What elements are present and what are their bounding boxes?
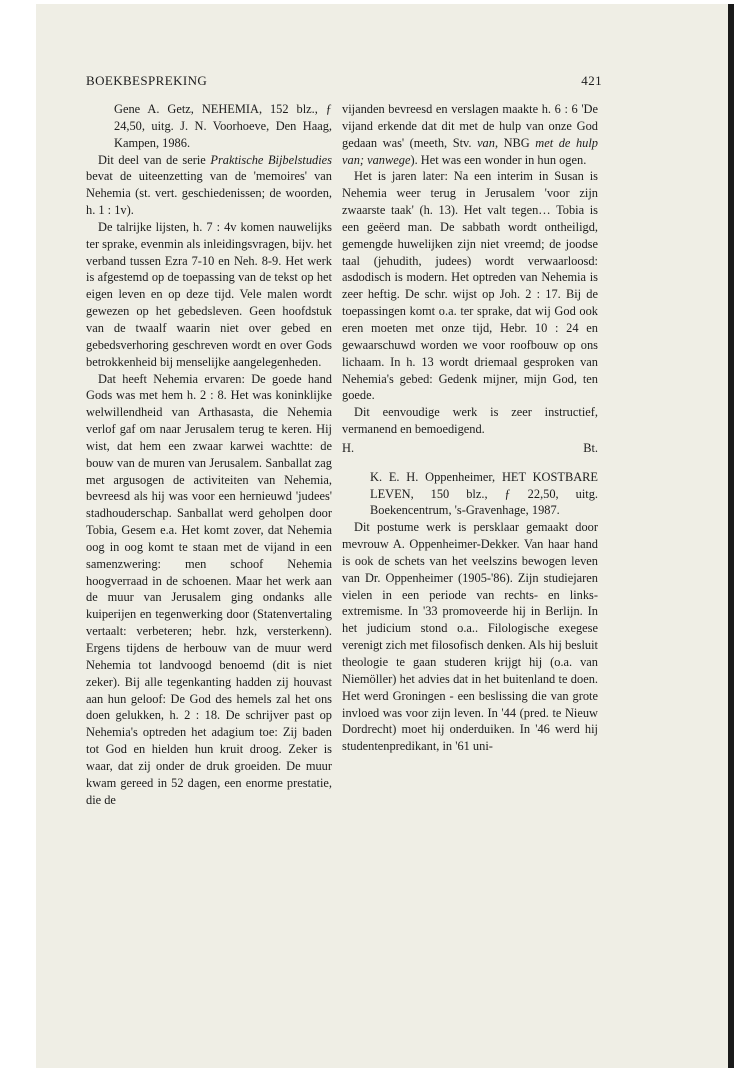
text-run: Dit deel van de serie	[98, 152, 211, 167]
bibliographic-entry-oppenheimer: K. E. H. Oppenheimer, HET KOSTBARE LEVEN, 150 blz., ƒ 22,50, uitg. Boekencentrum, 's-Gravenhage, 1987.	[370, 469, 598, 518]
paragraph	[86, 152, 332, 219]
text-run: ). Het was een wonder in hun ogen.	[410, 152, 587, 167]
right-column	[342, 101, 598, 755]
bibliographic-entry-getz: Gene A. Getz, NEHEMIA, 152 blz., ƒ 24,50, uitg. J. N. Voorhoeve, Den Haag, Kampen, 1986.	[114, 102, 332, 150]
paragraph-continued	[342, 101, 598, 168]
text-run: , NBG	[494, 135, 536, 150]
review-signature	[342, 440, 598, 457]
italic-term: van	[477, 135, 495, 150]
page-number: 421	[581, 73, 602, 88]
scan-edge	[728, 4, 734, 1068]
text-run: bevat de uiteenzetting van de 'memoires' van Nehemia (st. vert. geschiedenissen; de woorden, h. 1 : 1v).	[86, 169, 332, 218]
paragraph: Het is jaren later: Na een interim in Susan is Nehemia weer terug in Jerusalem 'voor zijn zwaarste taak' (h. 13). Het valt tegen… Tobia is een geëerd man. De sabbath wordt ontheiligd, gemengde huwelijken zijn niet vreemd; de joodse taal (jehudith, judees) wordt verwaarloosd: asdodisch is modern. Het optreden van Nehemia is zeer heftig. De schr. wijst op Joh. 2 : 17. Bij de toepassingen komt o.a. ter sprake, dat wij God ook eren moeten met onze tijd, Hebr. 10 : 24 en gewaarschuwd worden we voor roofbouw op ons lichaam. In h. 13 wordt driemaal gesproken van Nehemia's gebed: Gedenk mijner, mijn God, ten goede.	[342, 169, 598, 403]
paragraph: De talrijke lijsten, h. 7 : 4v komen nauwelijks ter sprake, evenmin als inleidingsvragen, bijv. het verband tussen Ezra 7-10 en Neh. 8-9. Het werk is afgestemd op de toepassing van de tekst op het eigen leven en op deze tijd. Vele malen wordt gewezen op het gebedsleven. Geen hoofdstuk van de twaalf waarin niet over gebed en gebedsverhoring geschreven wordt en over Gods betrokkenheid bij menselijke aangelegenheden.	[86, 219, 332, 369]
italic-term: met de hulp van; vanwege	[342, 135, 598, 167]
paragraph: Dit eenvoudige werk is zeer instructief, vermanend en bemoedigend.	[342, 405, 598, 437]
signature-initial: H.	[342, 440, 355, 455]
paragraph: Dat heeft Nehemia ervaren: De goede hand Gods was met hem h. 2 : 8. Het was koninklijke welwillendheid van Arthasasta, die Nehemia verlof gaf om naar Jerusalem terug te keren. Hij wist, dat hem een zwaar karwei wachtte: de bouw van de muren van Jerusalem. Sanballat zag met argusogen de activiteiten van Nehemia, bevreesd als hij was voor een hernieuwd 'judees' stadhouderschap. Sanballat werd geholpen door Tobia, Gesem e.a. Het komt zover, dat Nehemia oog in oog komt te staan met de vijand in een samenzwering: men schoof Nehemia hoogverraad in de schoenen. Maar het werk aan de muur van Jerusalem ging ondanks alle kuiperijen en tegenwerking door (Statenvertaling vertaalt: verbeteren; hebr. hzk, versterkenn). Ergens tijdens de herbouw van de muur werd Nehemia tot landvoogd benoemd (dit is niet zeker). Bij alle tegenkanting hadden zij houvast aan hun geloof: De God des hemels zal het ons doen gelukken, h. 2 : 18. De schrijver past op Nehemia's optreden het adagium toe: Zij baden tot God en hielden hun kruit droog. Zeker is waar, dat zij onder de druk groeiden. De muur kwam gereed in 52 dagen, een enorme prestatie, die de	[86, 371, 332, 807]
running-header: BOEKBESPREKING	[86, 73, 208, 88]
signature-reviewer: Bt.	[583, 440, 598, 455]
series-title: Praktische Bijbelstudies	[210, 152, 332, 167]
left-column	[86, 101, 332, 808]
text-run: vijanden bevreesd en verslagen maakte h. 6 : 6 'De vijand erkende dat dit met de hulp van onze God gedaan was' (meeth, Stv.	[342, 102, 598, 150]
paragraph: Dit postume werk is persklaar gemaakt door mevrouw A. Oppenheimer-Dekker. Van haar hand is ook de schets van het veelszins bewogen leven van Dr. Oppenheimer (1905-'86). Zijn studiejaren vielen in een periode van rechts- en links-extremisme. In '33 promoveerde hij in Berlijn. In het judicium stond o.a.. Filologische exegese verenigt zich met filosofisch denken. Als hij besluit theologie te gaan studeren krijgt hij (o.a. van Niemöller) het advies dat in het buitenland te doen. Het werd Groningen - een beslissing die van grote invloed was voor zijn leven. In '44 (pred. te Nieuw Dordrecht) moet hij onderduiken. In '46 werd hij studentenpredikant, in '61 uni-	[342, 520, 598, 754]
